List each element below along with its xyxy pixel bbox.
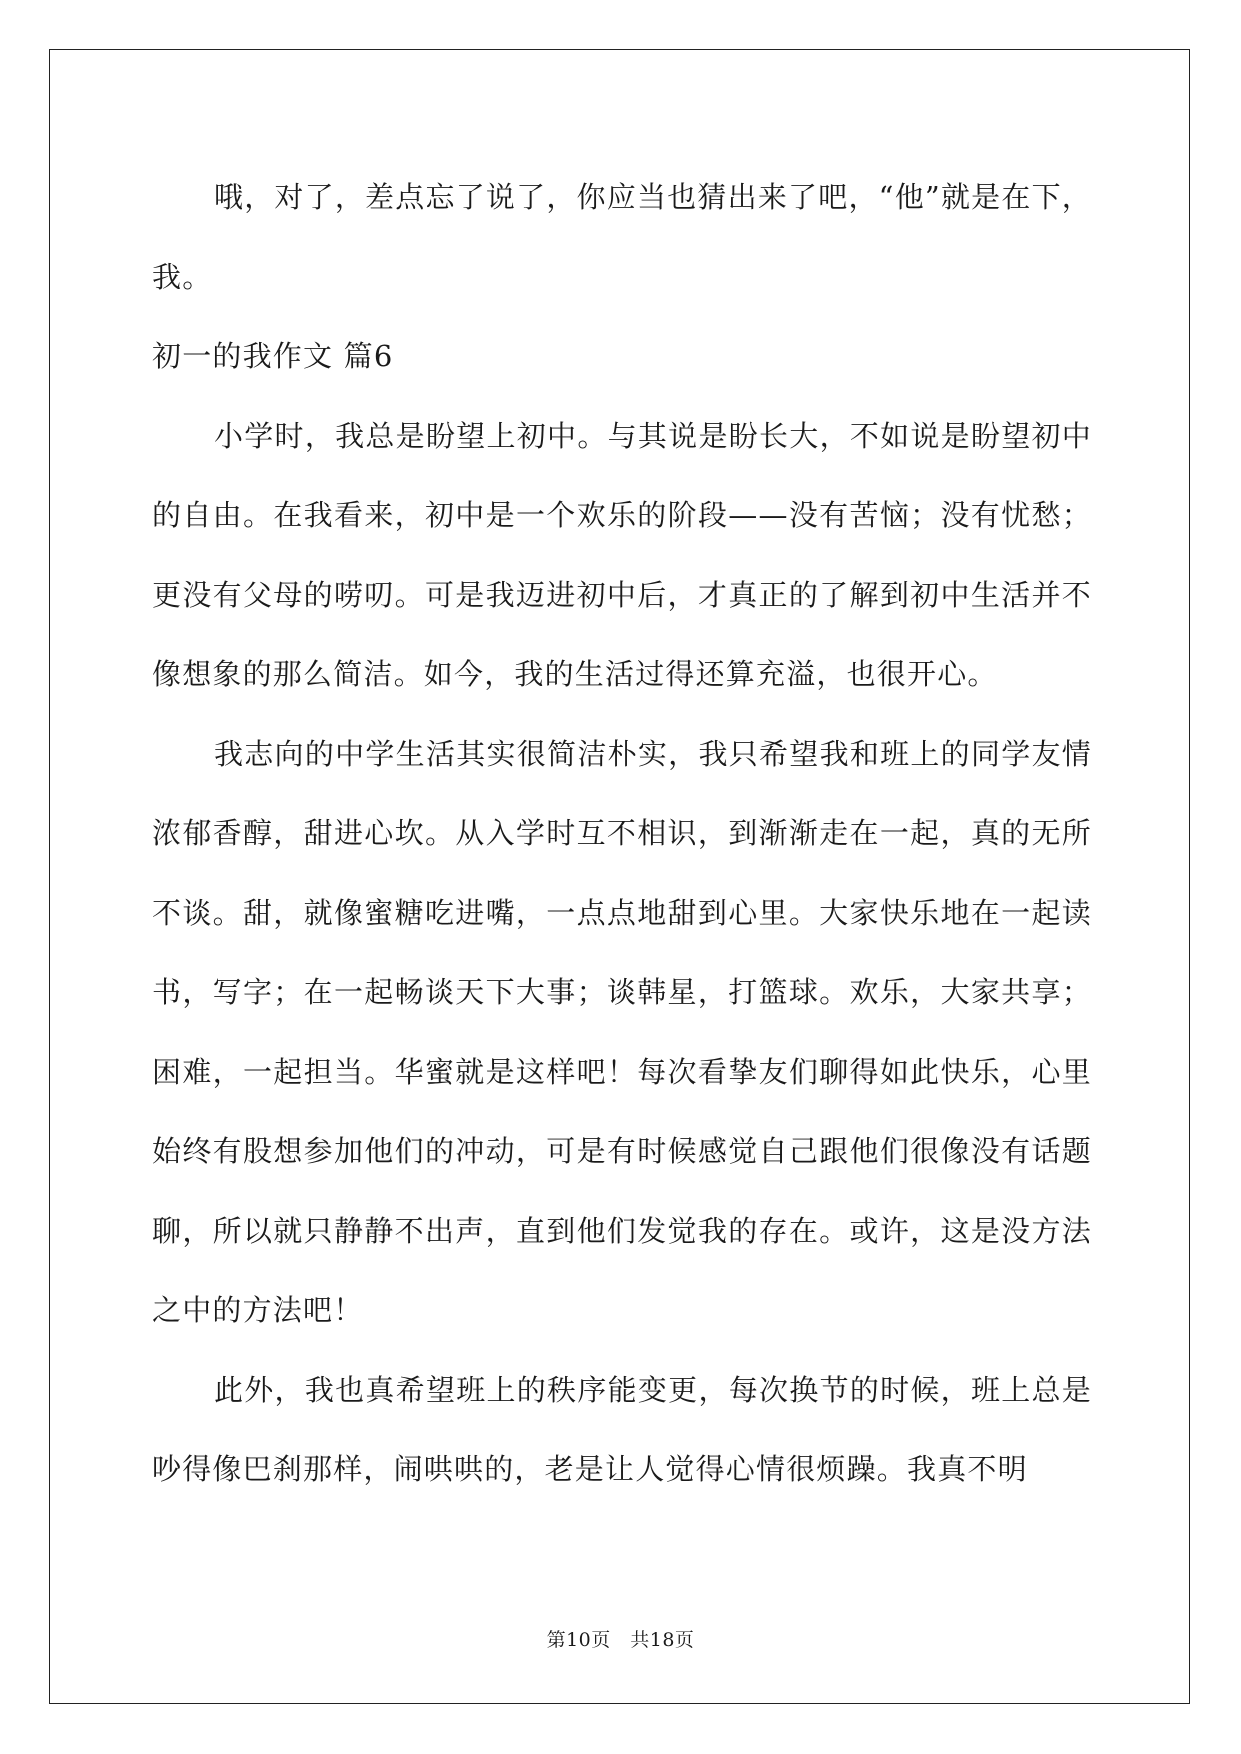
paragraph-3: 我志向的中学生活其实很简洁朴实，我只希望我和班上的同学友情浓郁香醇，甜进心坎。从入学时互不相识，到渐渐走在一起，真的无所不谈。甜，就像蜜糖吃进嘴，一点点地甜到心里。大家快乐地在一起读书，写字；在一起畅谈天下大事；谈韩星，打篮球。欢乐，大家共享；困难，一起担当。华蜜就是这样吧！每次看挚友们聊得如此快乐，心里始终有股想参加他们的冲动，可是有时候感觉自己跟他们很像没有话题聊，所以就只静静不出声，直到他们发觉我的存在。或许，这是没方法之中的方法吧！ — [152, 736, 1092, 1327]
document-body — [152, 158, 1092, 1510]
paragraph-4: 此外，我也真希望班上的秩序能变更，每次换节的时候，班上总是吵得像巴刹那样，闹哄哄的，老是让人觉得心情很烦躁。我真不明 — [152, 1372, 1092, 1486]
paragraph-1: 哦，对了，差点忘了说了，你应当也猜出来了吧，“他”就是在下，我。 — [152, 180, 1092, 294]
section-heading: 初一的我作文 篇6 — [152, 339, 394, 373]
page-footer: 第10页 共18页 — [546, 1629, 695, 1651]
paragraph-2: 小学时，我总是盼望上初中。与其说是盼长大，不如说是盼望初中的自由。在我看来，初中是一个欢乐的阶段——没有苦恼；没有忧愁；更没有父母的唠叨。可是我迈进初中后，才真正的了解到初中生活并不像想象的那么简洁。如今，我的生活过得还算充溢，也很开心。 — [152, 418, 1092, 691]
